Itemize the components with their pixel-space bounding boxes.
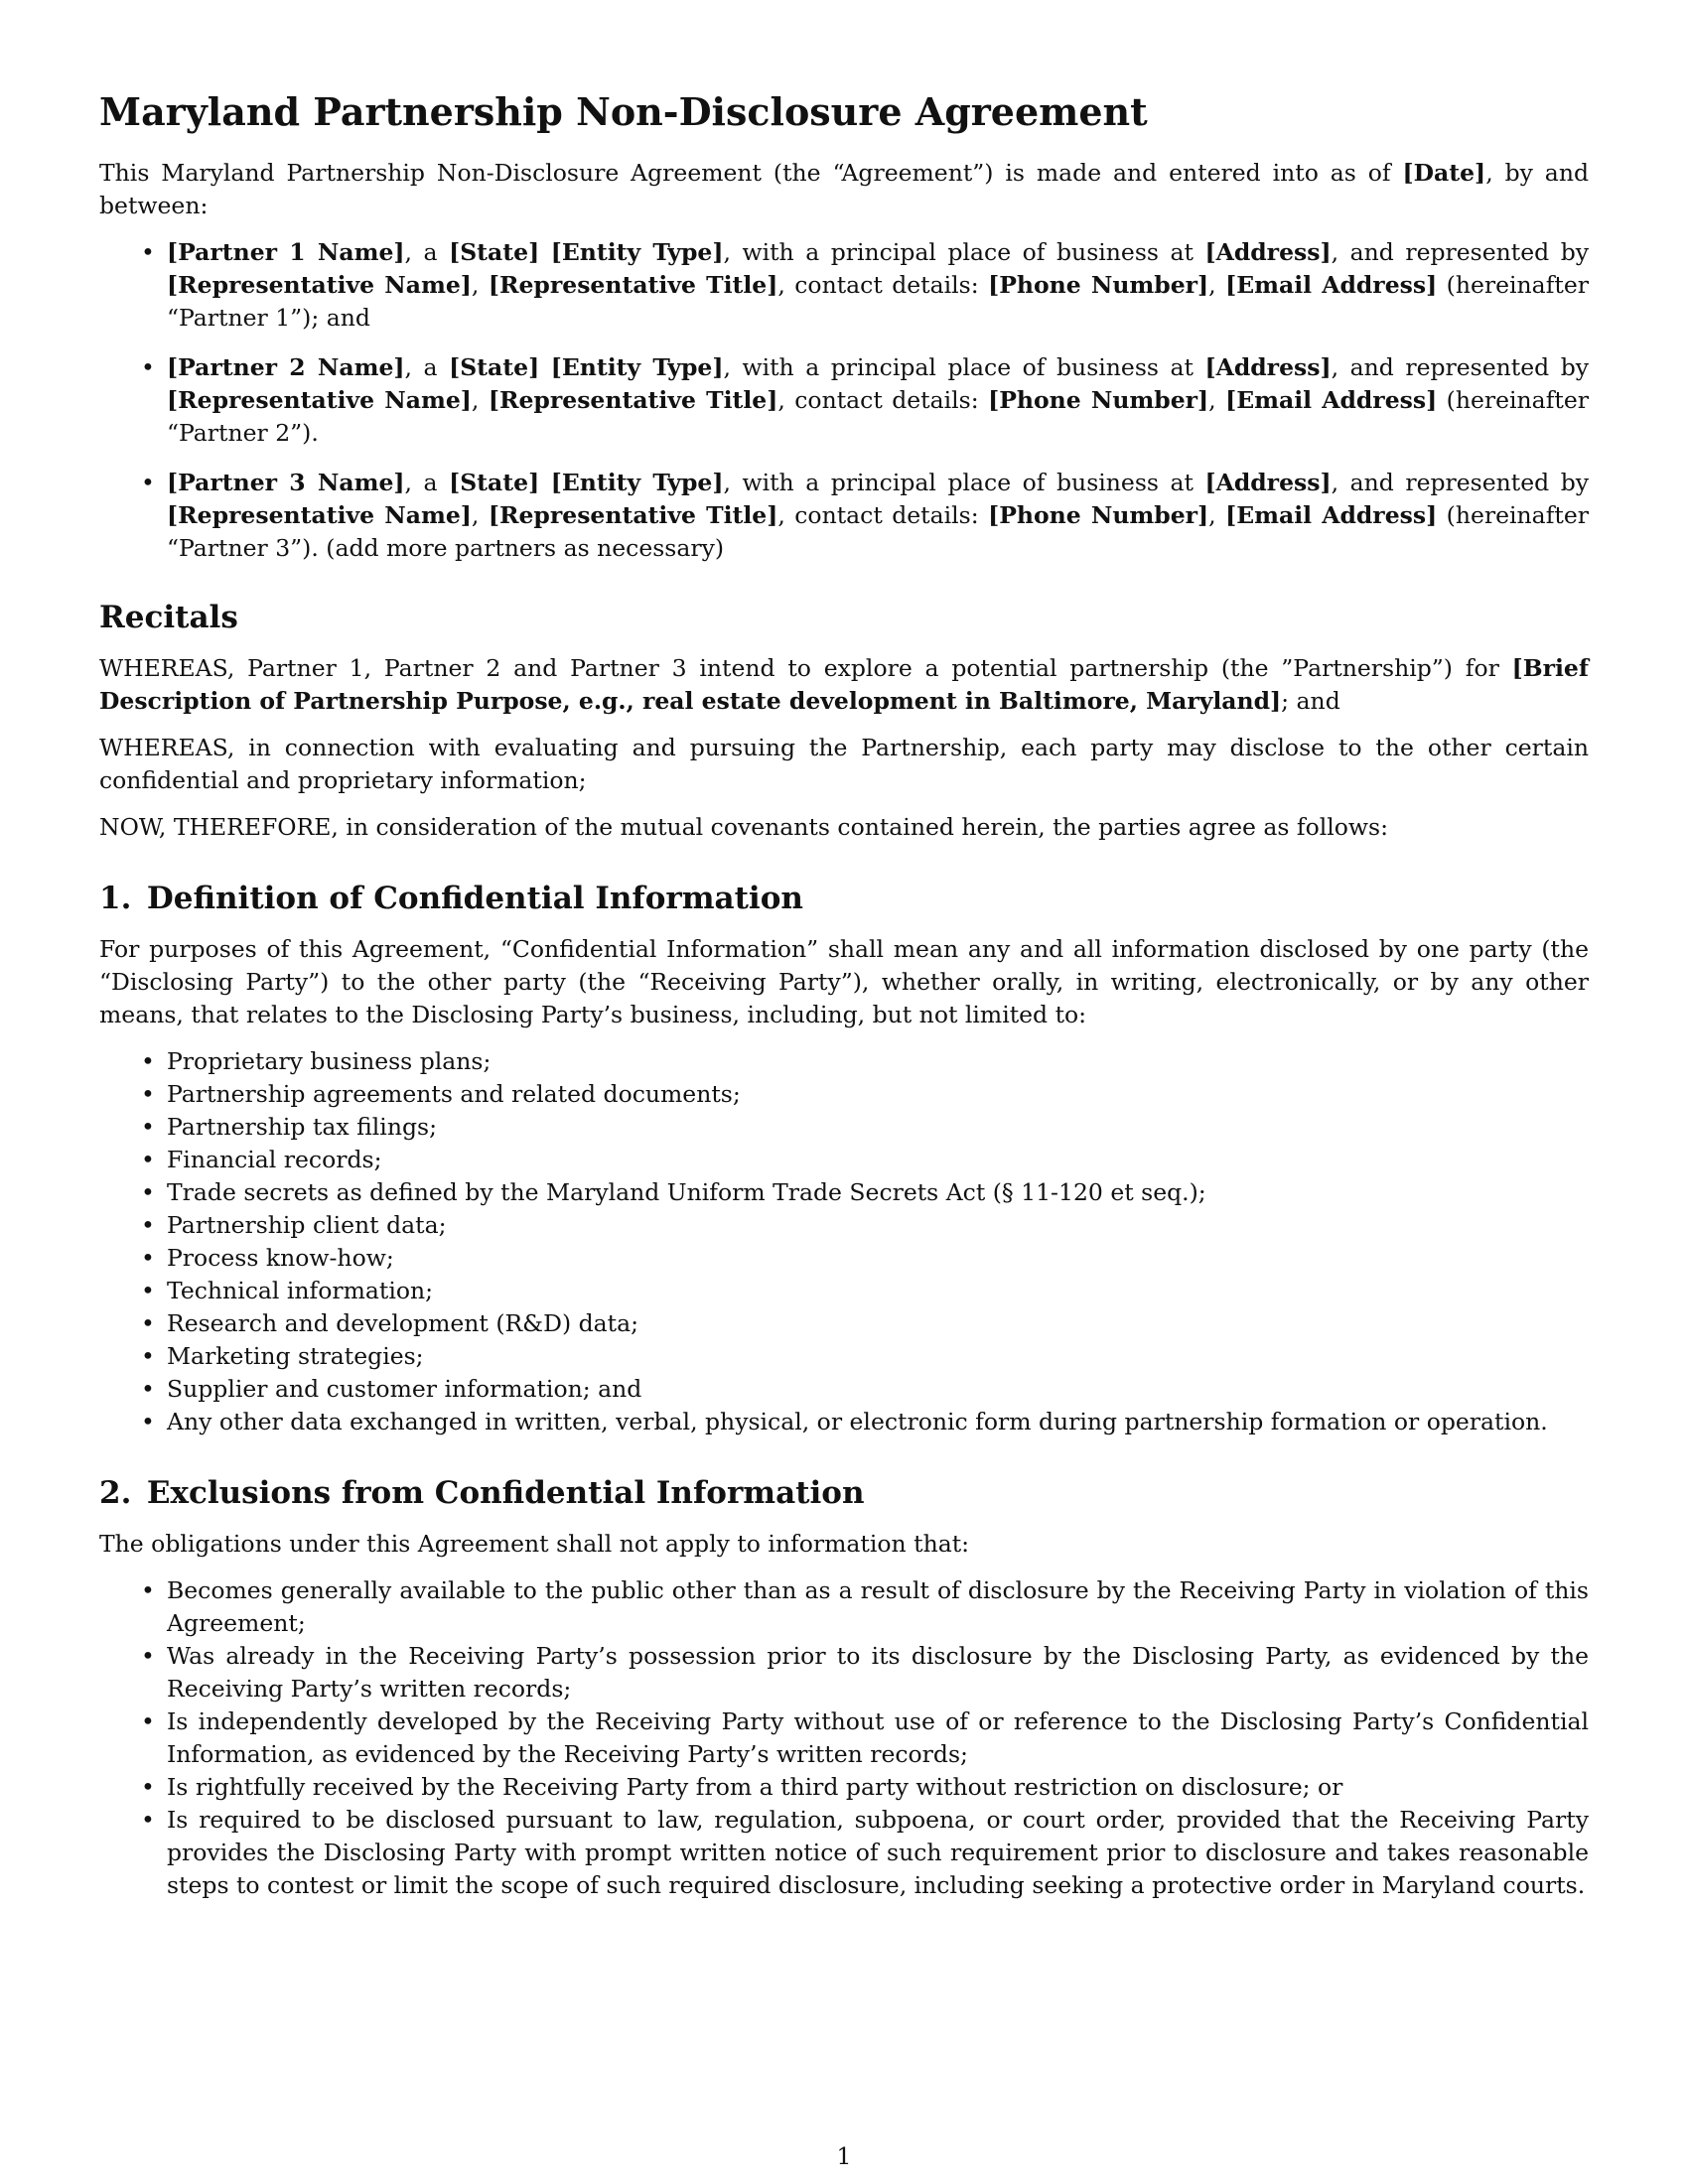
party-address: [Address] [1204, 353, 1332, 381]
party-text [539, 238, 551, 266]
party-phone: [Phone Number] [988, 386, 1209, 414]
party-name: [Partner 2 Name] [167, 353, 405, 381]
party-address: [Address] [1204, 469, 1332, 496]
list-item: • Was already in the Receiving Party’s possession prior to its disclosure by the Disclosing Party, as evidenced by the Receiving Party’s written records; [167, 1640, 1589, 1706]
party-email: [Email Address] [1225, 386, 1438, 414]
exclusions-list [99, 1574, 1589, 1902]
recitals-text: ; and [1281, 687, 1340, 715]
section-2-intro: The obligations under this Agreement shall not apply to information that: [99, 1530, 970, 1558]
party-text: , [471, 501, 489, 529]
party-text: , [471, 271, 489, 299]
party-email: [Email Address] [1225, 501, 1438, 529]
recitals-paragraph-1 [99, 652, 1589, 718]
recitals-text: WHEREAS, Partner 1, Partner 2 and Partner 3 intend to explore a potential partnership (the ”Partnership”) for [99, 654, 1512, 682]
party-text: (hereinafter “Partner 3”). (add more partners as necessary) [167, 501, 1589, 562]
intro-paragraph [99, 157, 1589, 222]
party-representative-title: [Representative Title] [488, 271, 778, 299]
list-item: • Process know-how; [167, 1242, 1589, 1275]
party-phone: [Phone Number] [988, 501, 1209, 529]
list-item: • Marketing strategies; [167, 1340, 1589, 1373]
party-text: , with a principal place of business at [723, 353, 1205, 381]
party-state: [State] [449, 238, 540, 266]
party-representative-name: [Representative Name] [167, 271, 472, 299]
party-representative-title: [Representative Title] [488, 386, 778, 414]
party-text: , and represented by [1331, 469, 1590, 496]
party-text: , and represented by [1331, 238, 1590, 266]
list-item: • Partnership agreements and related documents; [167, 1078, 1589, 1111]
party-text [539, 353, 551, 381]
party-text: , a [404, 238, 450, 266]
party-state: [State] [449, 469, 540, 496]
party-text: , contact details: [777, 386, 989, 414]
party-text: , [471, 386, 489, 414]
list-item: • Research and development (R&D) data; [167, 1307, 1589, 1340]
party-text: , with a principal place of business at [723, 469, 1205, 496]
recitals-paragraph-3: NOW, THEREFORE, in consideration of the mutual covenants contained herein, the parties agree as follows: [99, 813, 1389, 841]
page-number: 1 [836, 2142, 852, 2170]
party-entity-type: [Entity Type] [550, 353, 724, 381]
party-text: , and represented by [1331, 353, 1590, 381]
party-text: , [1208, 386, 1226, 414]
section-2-heading: 2. Exclusions from Confidential Information [99, 1475, 865, 1511]
partnership-purpose-placeholder: [Brief Description of Partnership Purpose, e.g., real estate development in Baltimore, Maryland] [99, 654, 1589, 715]
party-representative-name: [Representative Name] [167, 501, 472, 529]
parties-list [99, 236, 1589, 565]
list-item: • Is independently developed by the Receiving Party without use of or reference to the Disclosing Party’s Confidential Information, as evidenced by the Receiving Party’s written records; [167, 1706, 1589, 1771]
party-text: , a [404, 353, 450, 381]
list-item: • Any other data exchanged in written, verbal, physical, or electronic form during partnership formation or operation. [167, 1406, 1589, 1438]
party-representative-title: [Representative Title] [488, 501, 778, 529]
party-item [167, 467, 1589, 565]
list-item: • Trade secrets as defined by the Maryland Uniform Trade Secrets Act (§ 11-120 et seq.); [167, 1176, 1589, 1209]
section-1-heading: 1. Definition of Confidential Information [99, 881, 803, 916]
list-item: • Financial records; [167, 1144, 1589, 1176]
list-item: • Partnership tax filings; [167, 1111, 1589, 1144]
party-text: (hereinafter “Partner 1”); and [167, 271, 1589, 332]
intro-suffix: , by and between: [99, 159, 1589, 219]
party-item [167, 351, 1589, 450]
recitals-paragraph-2: WHEREAS, in connection with evaluating and pursuing the Partnership, each party may disclose to the other certain confidential and proprietary information; [99, 734, 1589, 794]
party-text: , with a principal place of business at [723, 238, 1205, 266]
document-page [99, 89, 1589, 1916]
party-address: [Address] [1204, 238, 1332, 266]
list-item: • Is required to be disclosed pursuant to law, regulation, subpoena, or court order, provided that the Receiving Party provides the Disclosing Party with prompt written notice of such requirement prior to disclosure and takes reasonable steps to contest or limit the scope of such required disclosure, including seeking a protective order in Maryland courts. [167, 1804, 1589, 1902]
list-item: • Technical information; [167, 1275, 1589, 1307]
party-state: [State] [449, 353, 540, 381]
section-1-intro: For purposes of this Agreement, “Confidential Information” shall mean any and all information disclosed by one party (the “Disclosing Party”) to the other party (the “Receiving Party”), whether orally, in writing, electronically, or by any other means, that relates to the Disclosing Party’s business, including, but not limited to: [99, 935, 1589, 1028]
list-item: • Supplier and customer information; and [167, 1373, 1589, 1406]
list-item: • Becomes generally available to the public other than as a result of disclosure by the Receiving Party in violation of this Agreement; [167, 1574, 1589, 1640]
party-text: , contact details: [777, 501, 989, 529]
party-text: , [1208, 501, 1226, 529]
recitals-heading: Recitals [99, 600, 238, 635]
party-text [539, 469, 551, 496]
party-email: [Email Address] [1225, 271, 1438, 299]
party-text: , contact details: [777, 271, 989, 299]
party-name: [Partner 1 Name] [167, 238, 405, 266]
party-item [167, 236, 1589, 335]
party-representative-name: [Representative Name] [167, 386, 472, 414]
party-entity-type: [Entity Type] [550, 238, 724, 266]
intro-prefix: This Maryland Partnership Non-Disclosure Agreement (the “Agreement”) is made and entered into as of [99, 159, 1403, 187]
list-item: • Partnership client data; [167, 1209, 1589, 1242]
list-item: • Proprietary business plans; [167, 1045, 1589, 1078]
party-name: [Partner 3 Name] [167, 469, 405, 496]
document-title: Maryland Partnership Non-Disclosure Agreement [99, 89, 1148, 134]
party-phone: [Phone Number] [988, 271, 1209, 299]
date-placeholder: [Date] [1402, 159, 1486, 187]
party-text: , a [404, 469, 450, 496]
party-text: , [1208, 271, 1226, 299]
confidential-info-list [99, 1045, 1589, 1438]
list-item: • Is rightfully received by the Receiving Party from a third party without restriction on disclosure; or [167, 1771, 1589, 1804]
party-entity-type: [Entity Type] [550, 469, 724, 496]
party-text: (hereinafter “Partner 2”). [167, 386, 1589, 447]
